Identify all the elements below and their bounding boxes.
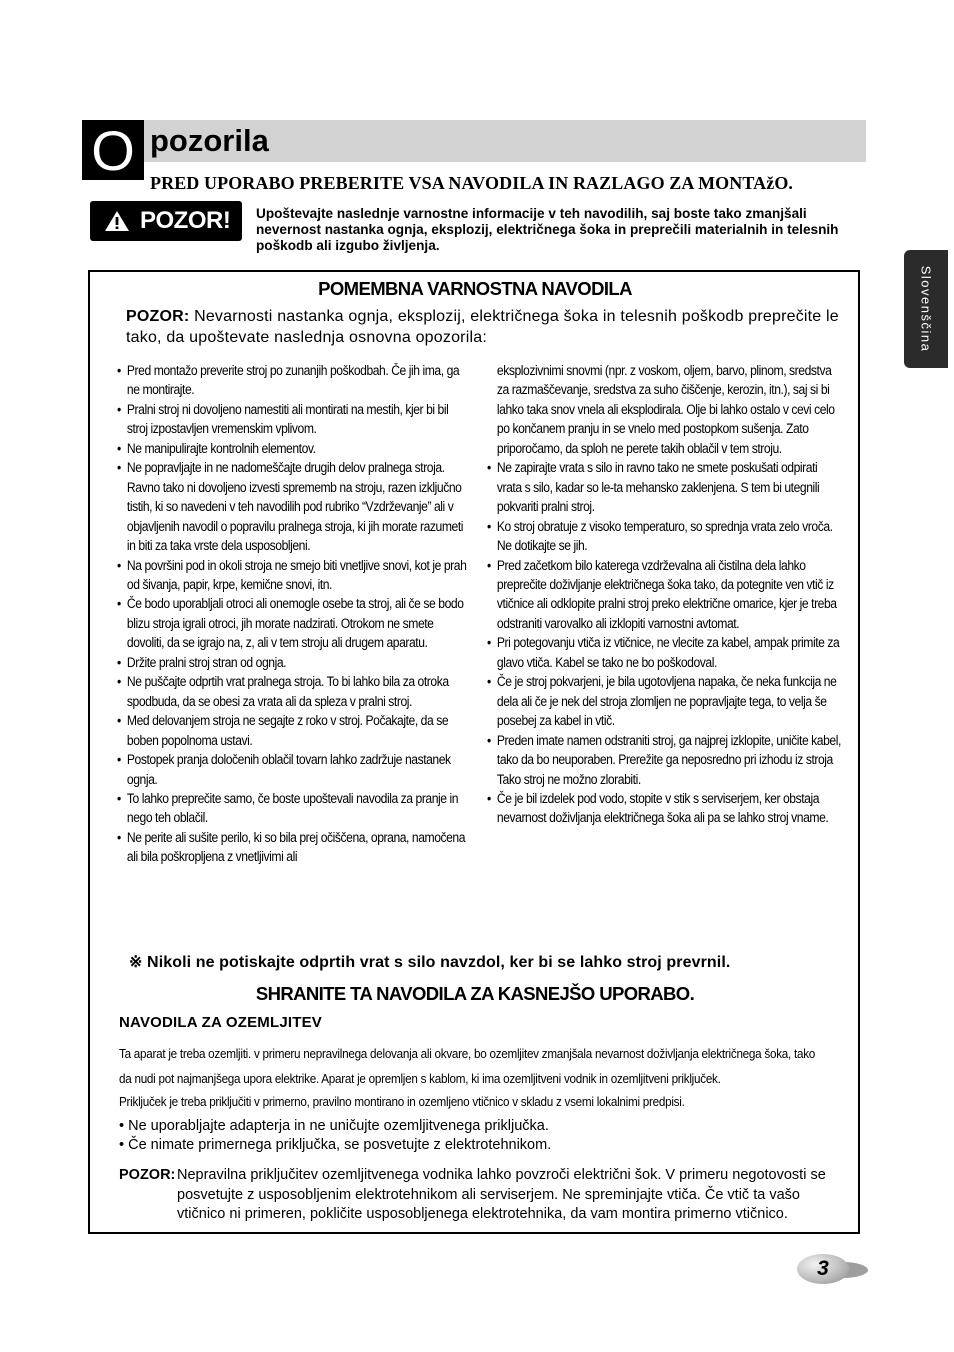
grounding-heading: NAVODILA ZA OZEMLJITEV	[119, 1014, 323, 1031]
list-item-continuation: eksplozivnimi snovmi (npr. z voskom, oljem, barvo, plinom, sredstva za razmaščevanje, sredstva za suho čiščenje, kerozin, itn.), saj si bi lahko taka snov vnela ali eksplodirala. Olje bi lahko ostalo v cevi celo po končanem pranju in se vnelo med postopkom sušenja. Zato priporočamo, da sploh ne perete takih oblačil v tem stroju.	[496, 363, 835, 456]
list-item: • Pred montažo preverite stroj po zunanjih poškodbah. Če jih ima, ga ne montirajte.	[117, 361, 470, 400]
grounding-paragraph-line: da nudi pot najmanjšega upora elektrike. Aparat je opremljen s kablom, ki ima ozemljitveni vodnik in ozemljitveni priključek.	[119, 1071, 721, 1086]
list-item: • Preden imate namen odstraniti stroj, ga najprej izklopite, uničite kabel, tako da bo neuporaben. Prerežite ga neposredno pri izhodu iz stroja Tako stroj ne možno zlorabiti.	[487, 731, 842, 789]
list-item: • Če je bil izdelek pod vodo, stopite v stik s serviserjem, ker obstaja nevarnost doživljanja električnega šoka ali pa se lahko stroj vname.	[487, 789, 842, 828]
save-instructions-title: SHRANITE TA NAVODILA ZA KASNEJŠO UPORABO.	[255, 983, 695, 1004]
language-side-tab-label: Slovenščina	[918, 265, 934, 353]
list-item: • Pri potegovanju vtiča iz vtičnice, ne vlecite za kabel, ampak primite za glavo vtiča. Kabel se tako ne bo poškodoval.	[487, 633, 842, 672]
list-item: • Ne zapirajte vrata s silo in ravno tako ne smete poskušati odpirati vrata s silo, kadar so le-ta mehansko zaklenjena. S tem bi utegnili pokvariti pralni stroj.	[487, 458, 842, 516]
language-side-tab-label-wrap	[904, 250, 948, 368]
page-number: 3	[817, 1257, 829, 1280]
list-item: • Pralni stroj ni dovoljeno namestiti ali montirati na mestih, kjer bi bil stroj izpostavljen vremenskim vplivom.	[117, 400, 470, 439]
safety-box-title: POMEMBNA VARNOSTNA NAVODILA	[318, 278, 632, 299]
list-item: • Postopek pranja določenih oblačil tovarn lahko zadržuje nastanek ognja.	[117, 750, 470, 789]
list-item: • Ko stroj obratuje z visoko temperaturo, so sprednja vrata zelo vroča. Ne dotikajte se jih.	[487, 517, 842, 556]
list-item: • Ne popravljajte in ne nadomeščajte drugih delov pralnega stroja. Ravno tako ni dovoljeno izvesti sprememb na stroju, razen izključno tistih, ki so navedeni v teh navodilih pod rubriko “Vzdrževanje” ali v objavljenih navodil o popravilu pralnega stroja, ki jih morate razumeti in biti za taka vrste dela usposobljeni.	[117, 458, 470, 555]
list-item: • Ne puščajte odprtih vrat pralnega stroja. To bi lahko bila za otroka spodbuda, da se obesi za vrata ali da spleza v pralni stroj.	[117, 672, 470, 711]
grounding-paragraph-plug: Priključek je treba priključiti v primerno, pravilno montirano in ozemljeno vtičnico v skladu z vsemi lokalnimi predpisi.	[119, 1094, 685, 1109]
safety-intro	[126, 306, 846, 348]
page-subtitle: PRED UPORABO PREBERITE VSA NAVODILA IN RAZLAGO ZA MONTAžO.	[150, 173, 794, 193]
list-item: • To lahko preprečite samo, če boste upoštevali navodila za pranje in nego teh oblačil.	[117, 789, 470, 828]
list-item: • Držite pralni stroj stran od ognja.	[117, 653, 470, 672]
list-item: • Na površini pod in okoli stroja ne smejo biti vnetljive snovi, kot je prah od šivanja, papir, krpe, kemične snovi, itn.	[117, 556, 470, 595]
list-item: • Med delovanjem stroja ne segajte z roko v stroj. Počakajte, da se boben popolnoma ustavi.	[117, 711, 470, 750]
safety-column-left	[117, 361, 470, 867]
safety-column-right	[487, 361, 842, 828]
grounding-caution-label: POZOR:	[119, 1167, 176, 1183]
grounding-paragraph-line: Ta aparat je treba ozemljiti. v primeru nepravilnega delovanja ali okvare, bo ozemljitev zmanjšala nevarnost doživljanja električnega šoka, tako	[119, 1046, 816, 1061]
list-item: • Ne manipulirajte kontrolnih elementov.	[117, 439, 470, 458]
warning-triangle-icon	[104, 210, 130, 232]
warning-text: Upoštevajte naslednje varnostne informacije v teh navodilih, saj boste tako zmanjšali nevernost nastanka ognja, eksplozij, električnega šoka in preprečili materialnih in telesnih poškodb ali izgubo življenja.	[256, 206, 839, 253]
grounding-bullet: • Če nimate primernega priključka, se posvetujte z elektrotehnikom.	[119, 1137, 552, 1153]
pozor-badge-label: POZOR!	[140, 207, 231, 234]
list-item: • Pred začetkom bilo katerega vzdrževalna ali čistilna dela lahko preprečite doživljanje električnega šoka tako, da potegnite ven vtič iz vtičnice ali odklopite pralni stroj preko električne omarice, kjer je treba odstraniti varovalko ali izklopiti varnostni avtomat.	[487, 556, 842, 634]
list-item: • Ne perite ali sušite perilo, ki so bila prej očiščena, oprana, namočena ali bila poškropljena z vnetljivimi ali	[117, 828, 470, 867]
door-warning-note: ※ Nikoli ne potiskajte odprtih vrat s silo navzdol, ker bi se lahko stroj prevrnil.	[129, 954, 731, 971]
grounding-caution-text: Nepravilna priključitev ozemljitvenega vodnika lahko povzroči električni šok. V primeru negotovosti se posvetujte z usposobljenim elektrotehnikom ali serviserjem. Ne spreminjajte vtiča. Če vtič ta vašo vtičnico ni primeren, pokličite usposobljenega elektrotehnika, da vam montira primerno vtičnico.	[177, 1167, 826, 1222]
grounding-bullet: • Ne uporabljajte adapterja in ne uničujte ozemljitvenega priključka.	[119, 1118, 549, 1134]
page-title: pozorila	[150, 123, 269, 158]
safety-intro-label: POZOR:	[126, 308, 190, 325]
list-item: • Če bodo uporabljali otroci ali onemogle osebe ta stroj, ali če se bodo blizu stroja igrali otroci, jih morate nadzirati. Otrokom ne smete dovoliti, da se igrajo na, z, ali v tem stroju ali drugem aparatu.	[117, 594, 470, 652]
safety-intro-text: Nevarnosti nastanka ognja, eksplozij, električnega šoka in telesnih poškodb preprečite le tako, da upoštevate naslednja osnovna opozorila:	[126, 308, 839, 346]
list-item: • Če je stroj pokvarjeni, je bila ugotovljena napaka, če neka funkcija ne dela ali če je nek del stroja zlomljen ne popravljajte tega, to velja še posebej za kabel in vtič.	[487, 672, 842, 730]
header-initial-letter: O	[91, 119, 135, 182]
